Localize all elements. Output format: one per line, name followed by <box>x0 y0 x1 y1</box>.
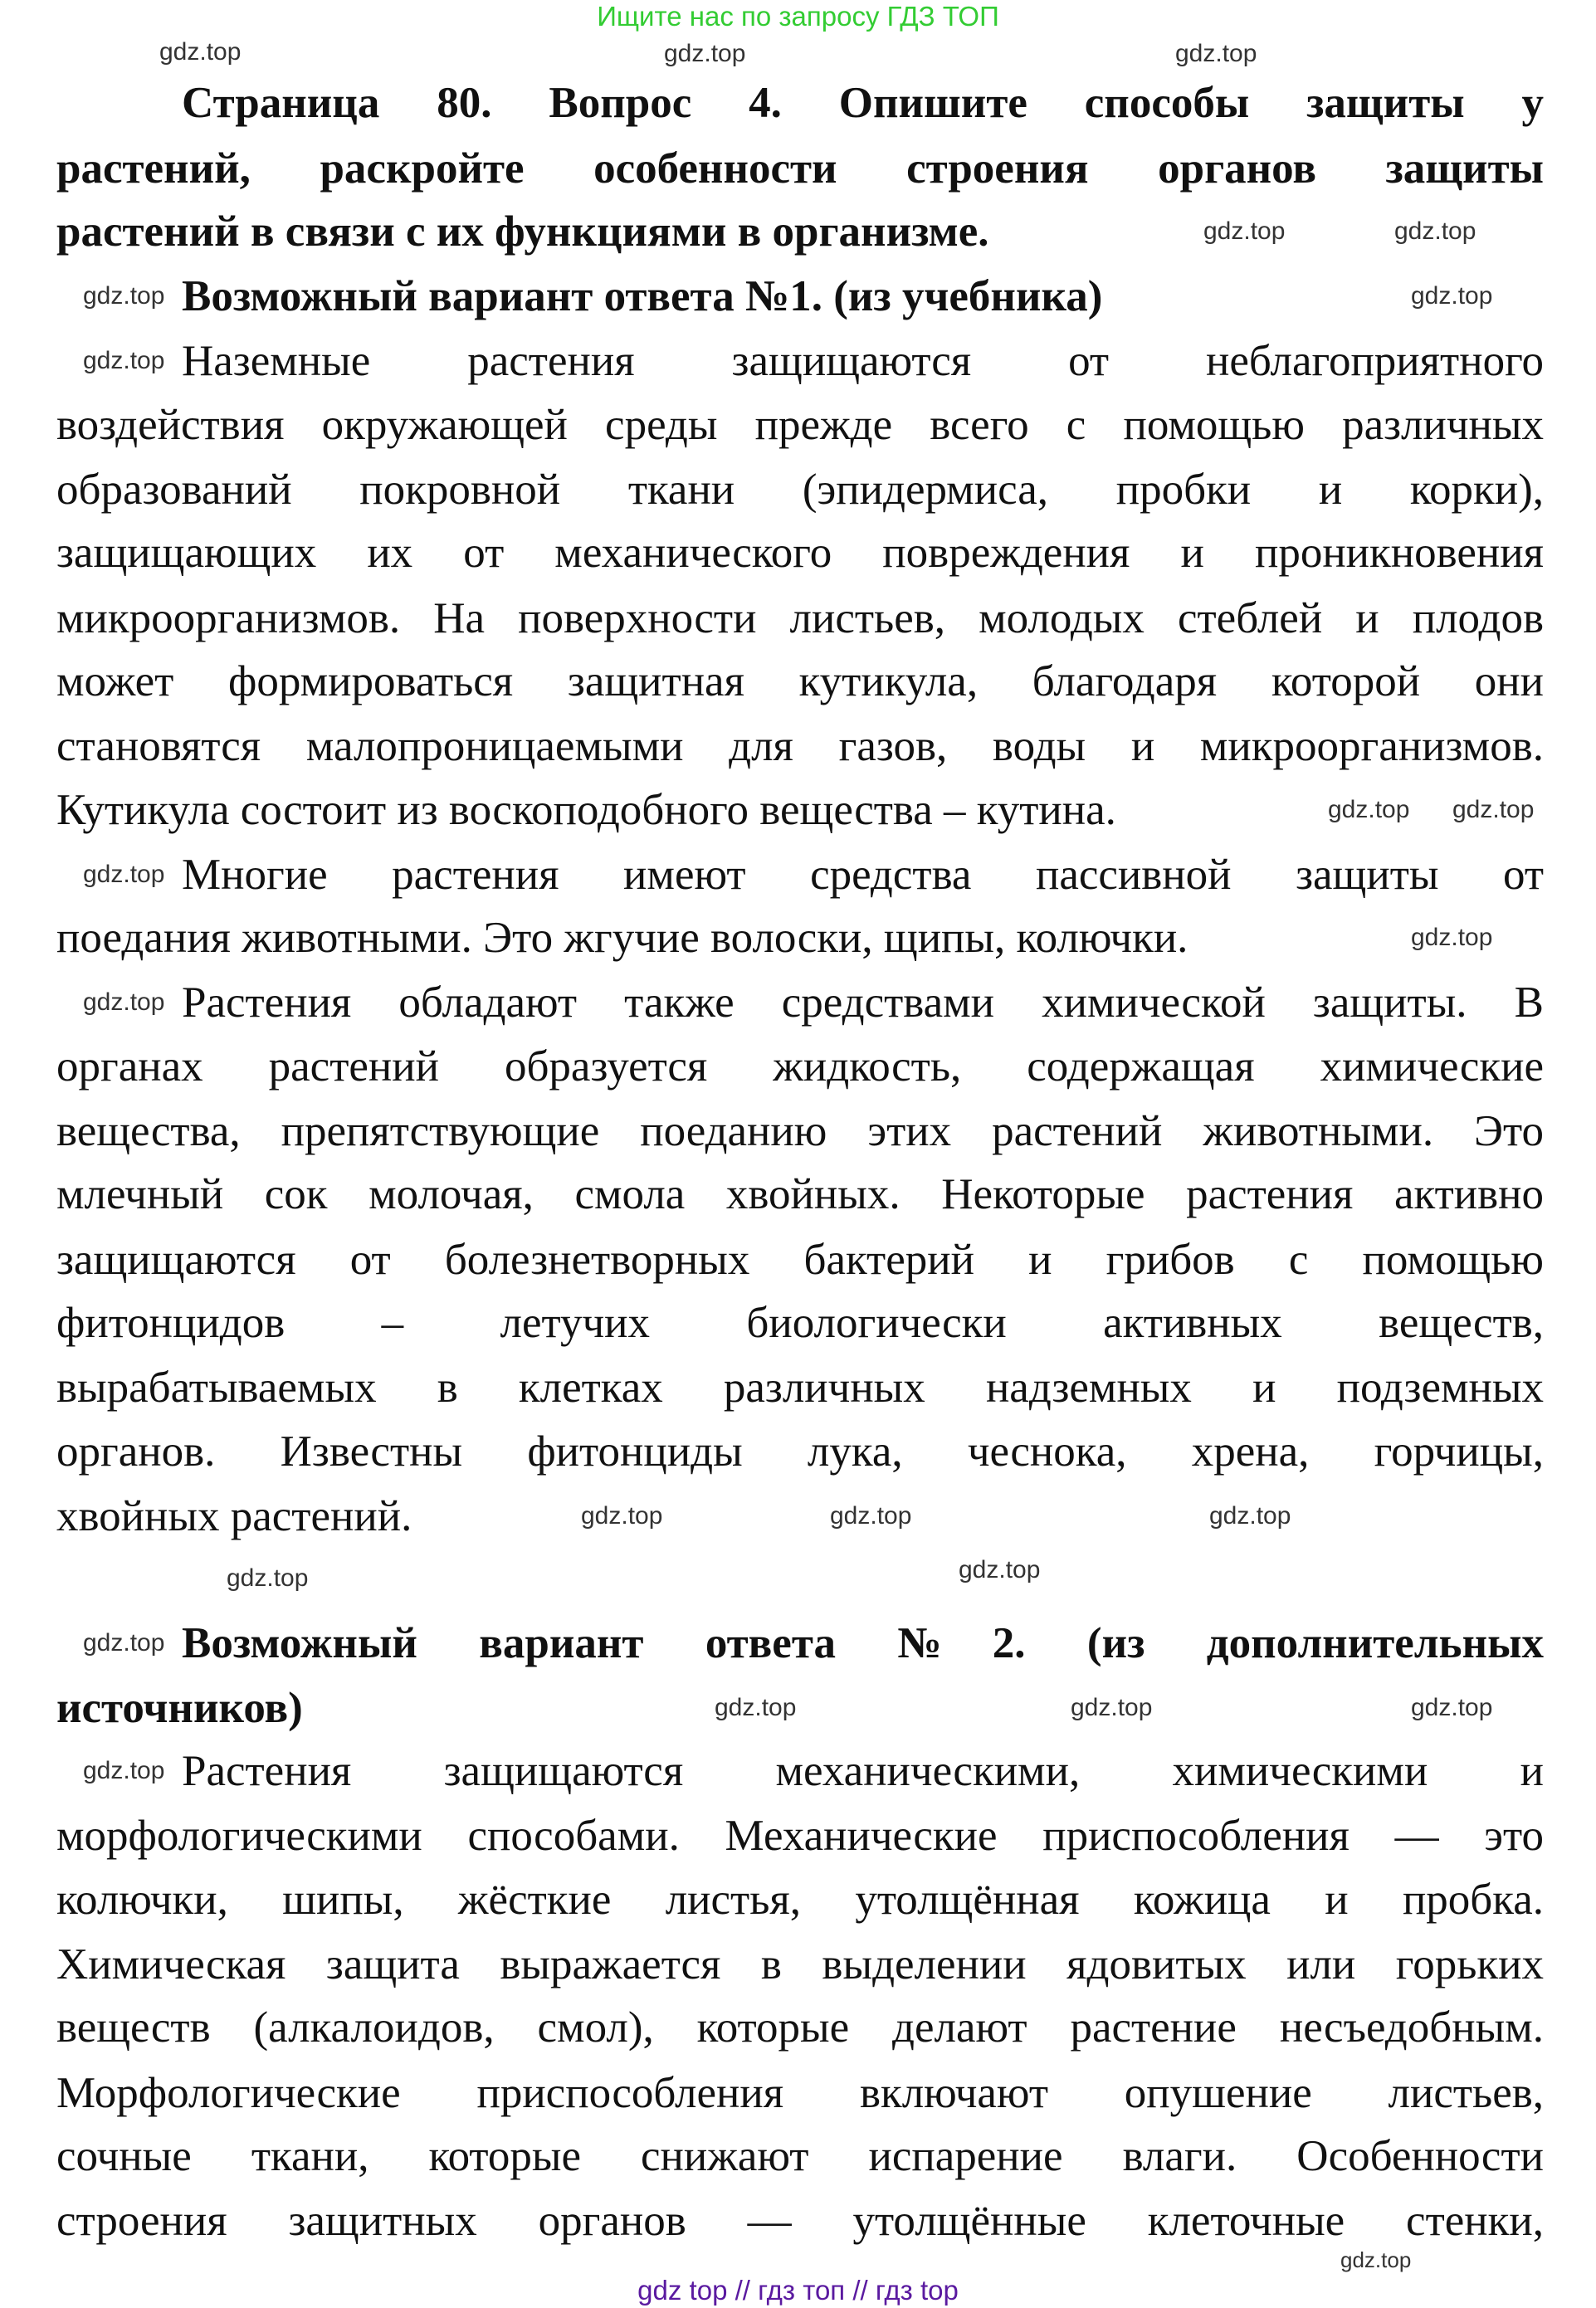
text-line: защищаются от болезнетворных бактерий и грибов с помощью <box>56 1236 1544 1284</box>
text-line: микроорганизмов. На поверхности листьев, молодых стеблей и плодов <box>56 594 1544 642</box>
watermark: gdz.top <box>1411 282 1493 310</box>
watermark: gdz.top <box>1411 1694 1493 1721</box>
text-line: может формироваться защитная кутикула, благодаря которой они <box>56 657 1544 705</box>
footer-links[interactable]: gdz top // гдз топ // гдз top <box>637 2275 959 2306</box>
watermark: gdz.top <box>83 1629 165 1657</box>
question-line: Страница 80. Вопрос 4. Опишите способы защиты у <box>182 79 1544 127</box>
text-line: вырабатываемых в клетках различных надземных и подземных <box>56 1364 1544 1412</box>
watermark: gdz.top <box>1175 40 1257 67</box>
text-line: защищающих их от механического повреждения и проникновения <box>56 529 1544 577</box>
text-line: Многие растения имеют средства пассивной защиты от <box>182 851 1544 899</box>
text-line: становятся малопроницаемыми для газов, воды и микроорганизмов. <box>56 722 1544 770</box>
text-line: фитонцидов – летучих биологически активных веществ, <box>56 1299 1544 1347</box>
text-line: Растения защищаются механическими, химическими и <box>182 1747 1544 1795</box>
watermark: gdz.top <box>83 988 165 1016</box>
text-line: образований покровной ткани (эпидермиса, пробки и корки), <box>56 466 1544 514</box>
text-line: Наземные растения защищаются от неблагоприятного <box>182 337 1544 385</box>
text-line: хвойных растений. <box>56 1492 412 1540</box>
text-line: поедания животными. Это жгучие волоски, щипы, колючки. <box>56 914 1188 962</box>
watermark: gdz.top <box>715 1694 797 1721</box>
text-line: органов. Известны фитонциды лука, чеснока, хрена, горчицы, <box>56 1427 1544 1476</box>
question-line: растений, раскройте особенности строения органов защиты <box>56 144 1544 193</box>
answer1-heading: Возможный вариант ответа №1. (из учебника) <box>182 272 1103 320</box>
watermark: gdz.top <box>1340 2247 1412 2272</box>
answer2-heading: Возможный вариант ответа №2. (из дополнительных <box>182 1619 1544 1667</box>
text-line: органах растений образуется жидкость, содержащая химические <box>56 1042 1544 1091</box>
text-line: Морфологические приспособления включают опушение листьев, <box>56 2069 1544 2117</box>
text-line: воздействия окружающей среды прежде всего с помощью различных <box>56 401 1544 449</box>
watermark: gdz.top <box>227 1564 309 1592</box>
search-banner: Ищите нас по запросу ГДЗ ТОП <box>597 1 999 32</box>
text-line: Химическая защита выражается в выделении ядовитых или горьких <box>56 1940 1544 1988</box>
text-line: сочные ткани, которые снижают испарение влаги. Особенности <box>56 2132 1544 2180</box>
watermark: gdz.top <box>1203 217 1286 245</box>
watermark: gdz.top <box>1452 796 1535 823</box>
answer2-heading: источников) <box>56 1684 303 1732</box>
watermark: gdz.top <box>959 1556 1041 1583</box>
text-line: морфологическими способами. Механические приспособления — это <box>56 1812 1544 1860</box>
watermark: gdz.top <box>1071 1694 1153 1721</box>
text-line: строения защитных органов — утолщённые клеточные стенки, <box>56 2197 1544 2245</box>
watermark: gdz.top <box>664 40 746 67</box>
watermark: gdz.top <box>1209 1502 1291 1530</box>
text-line: вещества, препятствующие поеданию этих растений животными. Это <box>56 1107 1544 1155</box>
watermark: gdz.top <box>1394 217 1476 245</box>
watermark: gdz.top <box>1411 924 1493 951</box>
text-line: Растения обладают также средствами химической защиты. В <box>182 978 1544 1027</box>
text-line: Кутикула состоит из воскоподобного вещества – кутина. <box>56 786 1116 834</box>
question-line: растений в связи с их функциями в организме. <box>56 207 989 256</box>
text-line: млечный сок молочая, смола хвойных. Некоторые растения активно <box>56 1170 1544 1218</box>
watermark: gdz.top <box>1328 796 1410 823</box>
watermark: gdz.top <box>83 861 165 888</box>
watermark: gdz.top <box>83 347 165 374</box>
watermark: gdz.top <box>159 38 242 66</box>
text-line: веществ (алкалоидов, смол), которые делают растение несъедобным. <box>56 2003 1544 2052</box>
watermark: gdz.top <box>83 282 165 310</box>
watermark: gdz.top <box>581 1502 663 1530</box>
watermark: gdz.top <box>830 1502 912 1530</box>
text-line: колючки, шипы, жёсткие листья, утолщённая кожица и пробка. <box>56 1876 1544 1924</box>
watermark: gdz.top <box>83 1757 165 1784</box>
